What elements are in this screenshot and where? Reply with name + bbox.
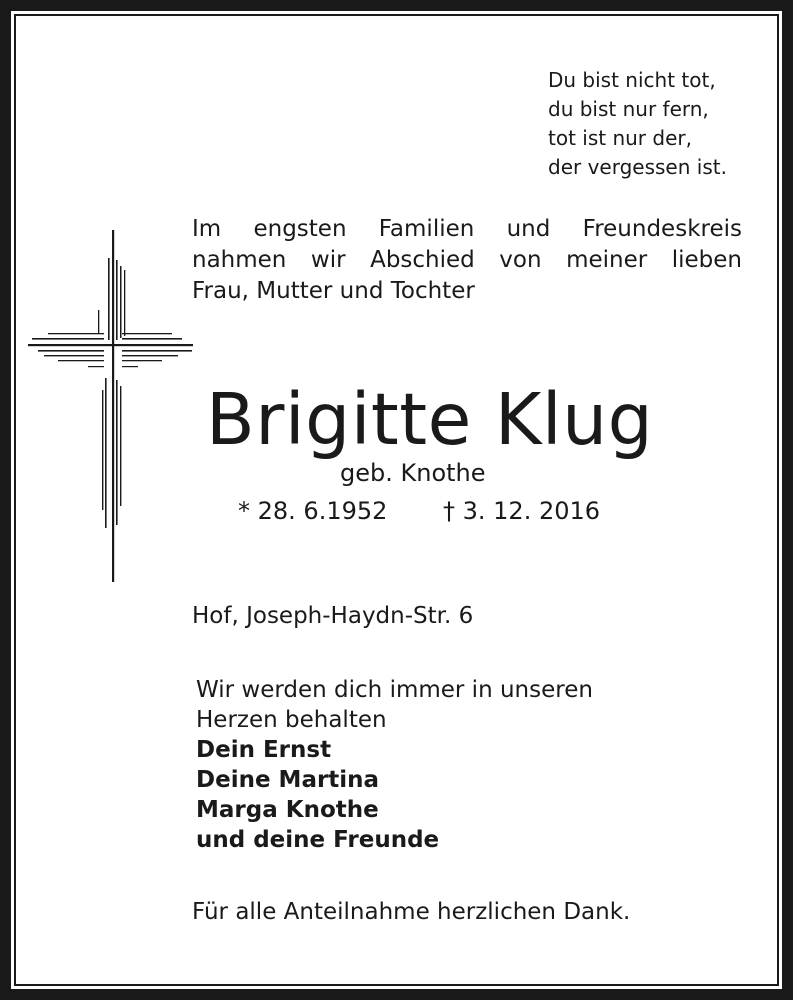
signers xyxy=(196,735,439,855)
message xyxy=(196,675,593,735)
intro-text xyxy=(192,214,742,307)
message-line: Herzen behalten xyxy=(196,707,387,733)
signer: Marga Knothe xyxy=(196,797,379,823)
signer: Deine Martina xyxy=(196,767,380,793)
birth-date: * 28. 6.1952 xyxy=(238,497,388,525)
poem-line: tot ist nur der, xyxy=(548,126,692,150)
signer: und deine Freunde xyxy=(196,827,440,853)
death-date: † 3. 12. 2016 xyxy=(443,497,601,525)
maiden-name: geb. Knothe xyxy=(340,459,486,487)
address: Hof, Joseph-Haydn-Str. 6 xyxy=(192,603,474,629)
cross-icon xyxy=(28,230,193,582)
deceased-name: Brigitte Klug xyxy=(206,378,654,461)
poem-line: Du bist nicht tot, xyxy=(548,68,716,92)
intro-line: Im engsten Familien und Freundeskreis xyxy=(192,216,742,242)
signer: Dein Ernst xyxy=(196,737,332,763)
message-line: Wir werden dich immer in unseren xyxy=(196,677,593,703)
thanks-line: Für alle Anteilnahme herzlichen Dank. xyxy=(192,899,631,925)
poem-line: du bist nur fern, xyxy=(548,97,709,121)
poem xyxy=(548,66,727,182)
intro-line: nahmen wir Abschied von meiner lieben xyxy=(192,247,742,273)
poem-line: der vergessen ist. xyxy=(548,155,727,179)
intro-line: Frau, Mutter und Tochter xyxy=(192,278,475,304)
